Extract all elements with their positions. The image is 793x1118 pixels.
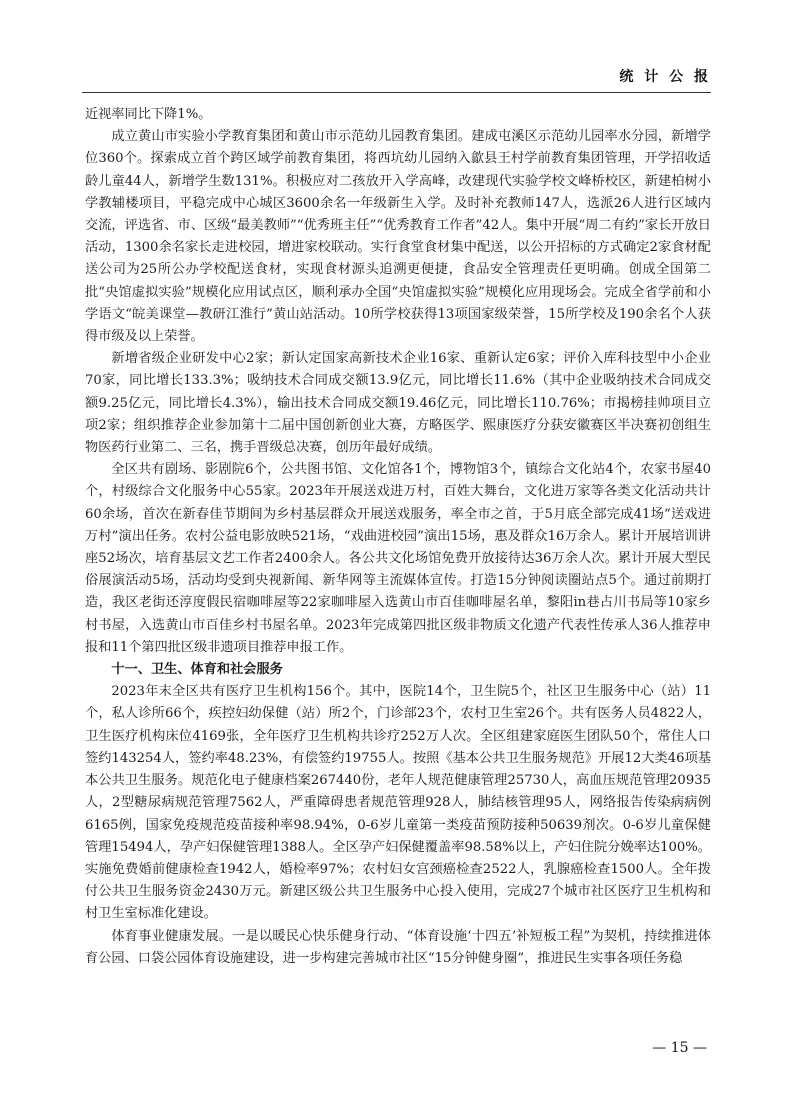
paragraph-continuation: 近视率同比下降1%。 xyxy=(85,107,212,122)
document-body xyxy=(85,104,711,970)
section-heading: 十一、卫生、体育和社会服务 xyxy=(111,662,283,678)
paragraph-culture: 全区共有剧场、影剧院6个，公共图书馆、文化馆各1个，博物馆3个，镇综合文化站4个，农家书屋40个，村级综合文化服务中心55家。2023年开展送戏进万村，百姓大舞台，文化进万家等各类文化活动共计60余场，首次在新春佳节期间为乡村基层群众开展送戏服务，率全市之首，于5月底全部完成41场“送戏进万村”演出任务。农村公益电影放映521场，“戏曲进校园”演出15场，惠及群众16万余人。累计开展培训讲座52场次，培育基层文艺工作者2400余人。各公共文化场馆免费开放接待达36万余人次。累计开展大型民俗展演活动5场，活动均受到央视新闻、新华网等主流媒体宣传。打造15分钟阅读圈站点5个。通过前期打造，我区老街还淳度假民宿咖啡屋等22家咖啡屋入选黄山市百佳咖啡屋名单，黎阳in巷占川书局等10家乡村书屋，入选黄山市百佳乡村书屋名单。2023年完成第四批区级非物质文化遗产代表性传承人36人推荐申报和11个第四批区级非遗项目推荐申报工作。 xyxy=(85,462,711,655)
report-header-label: 统 计 公 报 xyxy=(619,69,711,85)
header-divider xyxy=(82,92,711,93)
paragraph-education: 成立黄山市实验小学教育集团和黄山市示范幼儿园教育集团。建成屯溪区示范幼儿园率水分园，新增学位360个。探索成立首个跨区域学前教育集团，将西坑幼儿园纳入歙县王村学前教育集团管理，开学招收适龄儿童44人，新增学生数131%。积极应对二孩放开入学高峰，改建现代实验学校文峰桥校区，新建柏树小学教辅楼项目，平稳完成中心城区3600余名一年级新生入学。及时补充教师147人，选派26人进行区域内交流，评选省、市、区级“最美教师”“优秀班主任”“优秀教育工作者”42人。集中开展“周二有约”家长开放日活动，1300余名家长走进校园，增进家校联动。实行食堂食材集中配送，以公开招标的方式确定2家食材配送公司为25所公办学校配送食材，实现食材源头追溯更便捷，食品安全管理责任更明确。创成全国第二批“央馆虚拟实验”规模化应用试点区，顺利承办全国“央馆虚拟实验”规模化应用现场会。完成全省学前和小学语文“皖美课堂—教研江淮行”黄山站活动。10所学校获得13项国家级荣誉，15所学校及190余名个人获得市级及以上荣誉。 xyxy=(85,129,711,345)
page-number: — 15 — xyxy=(652,1040,707,1056)
paragraph-technology: 新增省级企业研发中心2家；新认定国家高新技术企业16家、重新认定6家；评价入库科技型中小企业70家，同比增长133.3%；吸纳技术合同成交额13.9亿元，同比增长11.6%（其中企业吸纳技术合同成交额9.25亿元，同比增长4.3%），输出技术合同成交额19.46亿元，同比增长110.76%；市揭榜挂帅项目立项2家；组织推荐企业参加第十二届中国创新创业大赛，方略医学、熙康医疗分获安徽赛区半决赛初创组生物医药行业第二、三名，携手晋级总决赛，创历年最好成绩。 xyxy=(85,351,711,456)
paragraph-sports: 体育事业健康发展。一是以暖民心快乐健身行动、“体育设施‘十四五’补短板工程”为契机，持续推进体育公园、口袋公园体育设施建设，进一步构建完善城市社区“15分钟健身圈”，推进民生实事各项任务稳 xyxy=(85,928,711,966)
paragraph-health: 2023年末全区共有医疗卫生机构156个。其中，医院14个，卫生院5个，社区卫生服务中心（站）11个，私人诊所66个，疾控妇幼保健（站）所2个，门诊部23个，农村卫生室26个。共有医务人员4822人，卫生医疗机构床位4169张，全年医疗卫生机构共诊疗252万人次。全区组建家庭医生团队50个，常住人口签约143254人，签约率48.23%，有偿签约19755人。按照《基本公共卫生服务规范》开展12大类46项基本公共卫生服务。规范化电子健康档案267440份，老年人规范健康管理25730人，高血压规范管理20935人，2型糖尿病规范管理7562人，严重障碍患者规范管理928人，肺结核管理95人，网络报告传染病病例6165例，国家免疫规范疫苗接种率98.94%，0-6岁儿童第一类疫苗预防接种50639剂次。0-6岁儿童保健管理15494人，孕产妇保健管理1388人。全区孕产妇保健覆盖率98.58%以上，产妇住院分娩率达100%。实施免费婚前健康检查1942人，婚检率97%；农村妇女宫颈癌检查2522人，乳腺癌检查1500人。全年拨付公共卫生服务资金2430万元。新建区级公共卫生服务中心投入使用，完成27个城市社区医疗卫生机构和村卫生室标准化建设。 xyxy=(85,684,711,922)
